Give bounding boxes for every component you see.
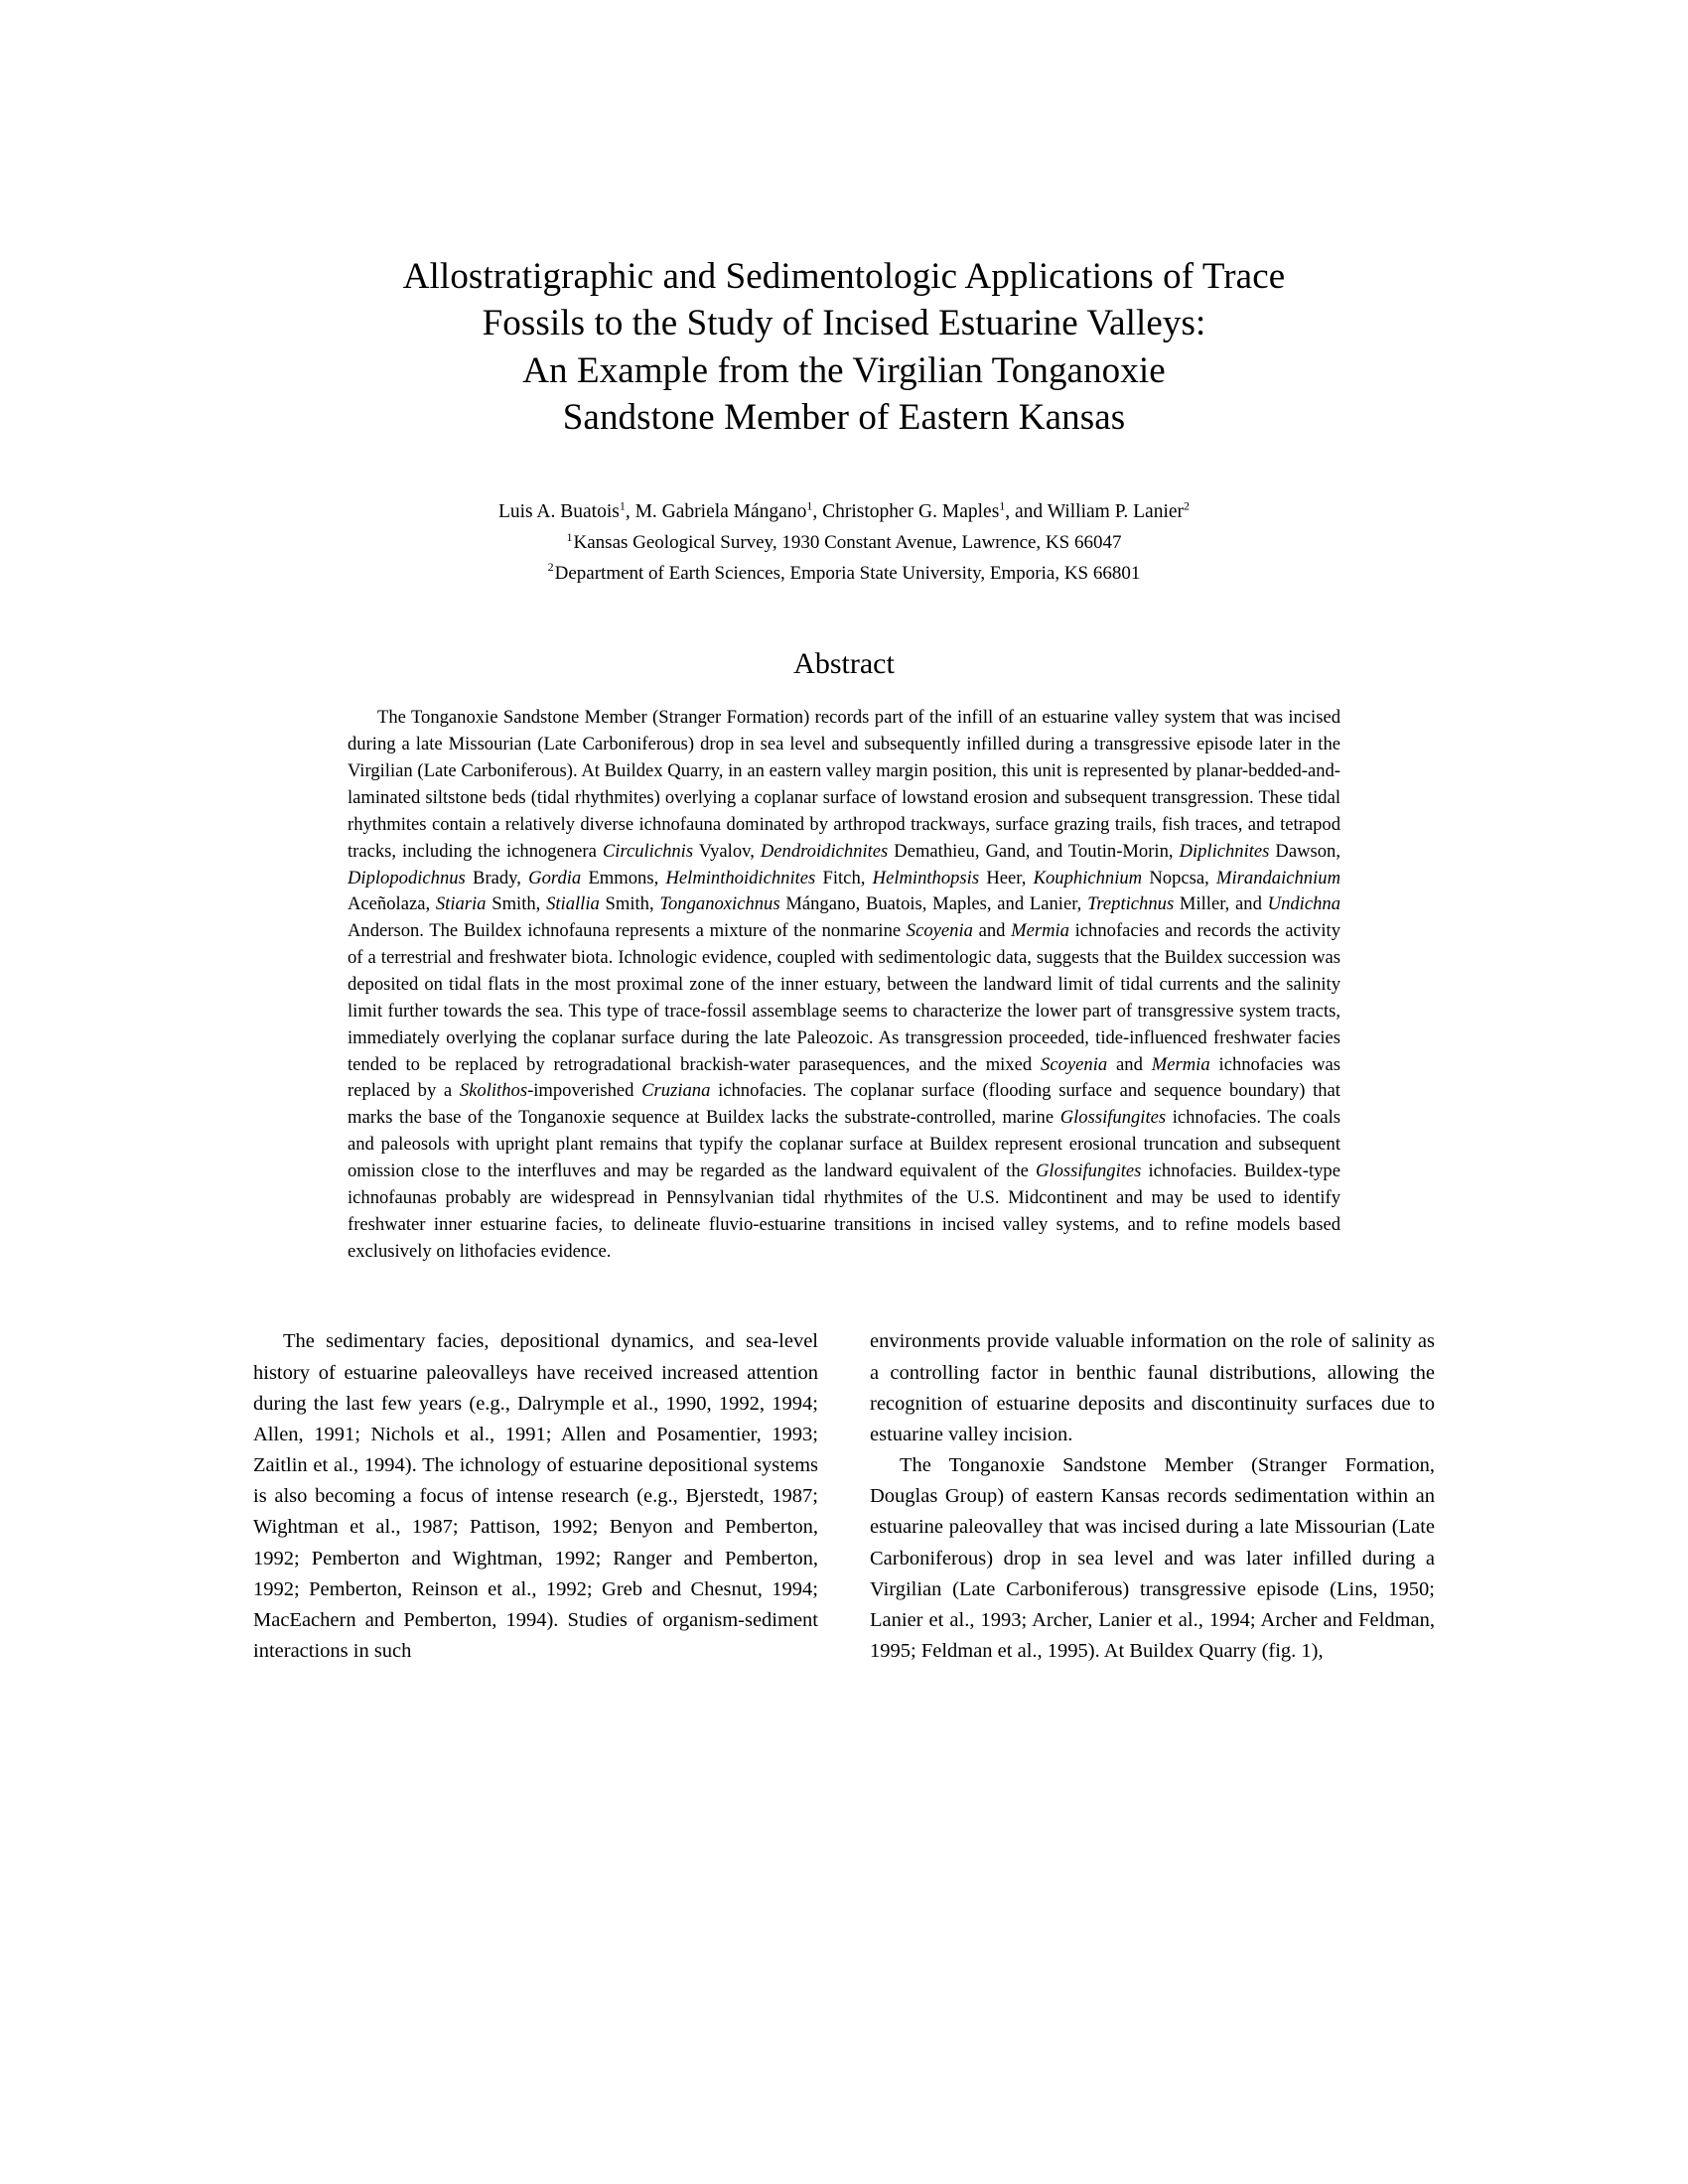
author-1: Luis A. Buatois <box>497 501 620 523</box>
paragraph: environments provide valuable information on the role of salinity as a controlling factor in benthic faunal distributions, allowing the recognition of estuarine deposits and discontinuity surfaces due to estuarine valley incision. <box>870 1330 1435 1445</box>
affiliation-1-marker: 1 <box>566 529 573 544</box>
author-1-affil-marker: 1 <box>619 498 626 513</box>
author-3: , Christopher G. Maples <box>812 501 1000 523</box>
body-column-right <box>870 1326 1435 1667</box>
author-list <box>253 496 1435 528</box>
authors-block <box>253 496 1435 589</box>
title-line-3: An Example from the Virgilian Tonganoxie <box>522 349 1166 391</box>
affiliation-2-text: Department of Earth Sciences, Emporia State University, Emporia, KS 66801 <box>554 562 1141 584</box>
page-title <box>253 253 1435 441</box>
abstract-text: The Tonganoxie Sandstone Member (Stranger Formation) records part of the infill of an estuarine valley system that was incised during a late Missourian (Late Carboniferous) drop in sea level and subsequently infilled during a transgressive episode later in the Virgilian (Late Carboniferous). At Buildex Quarry, in an eastern valley margin position, this unit is represented by planar-bedded-and-laminated siltstone beds (tidal rhythmites) overlying a coplanar surface of lowstand erosion and subsequent transgression. These tidal rhythmites contain a relatively diverse ichnofauna dominated by arthropod trackways, surface grazing trails, fish traces, and tetrapod tracks, including the ichnogenera Circulichnis Vyalov, Dendroidichnites Demathieu, Gand, and Toutin-Morin, Diplichnites Dawson, Diplopodichnus Brady, Gordia Emmons, Helminthoidichnites Fitch, Helminthopsis Heer, Kouphichnium Nopcsa, Mirandaichnium Aceñolaza, Stiaria Smith, Stiallia Smith, Tonganoxichnus Mángano, Buatois, Maples, and Lanier, Treptichnus Miller, and Undichna Anderson. The Buildex ichnofauna represents a mixture of the nonmarine Scoyenia and Mermia ichnofacies and records the activity of a terrestrial and freshwater biota. Ichnologic evidence, coupled with sedimentologic data, suggests that the Buildex succession was deposited on tidal flats in the most proximal zone of the inner estuary, between the landward limit of tidal currents and the salinity limit further towards the sea. This type of trace-fossil assemblage seems to characterize the lower part of transgressive system tracts, immediately overlying the coplanar surface during the late Paleozoic. As transgression proceeded, tide-influenced freshwater facies tended to be replaced by retrogradational brackish-water parasequences, and the mixed Scoyenia and Mermia ichnofacies was replaced by a Skolithos-impoverished Cruziana ichnofacies. The coplanar surface (flooding surface and sequence boundary) that marks the base of the Tonganoxie sequence at Buildex lacks the substrate-controlled, marine Glossifungites ichnofacies. The coals and paleosols with upright plant remains that typify the coplanar surface at Buildex represent erosional truncation and subsequent omission close to the interfluves and may be regarded as the landward equivalent of the Glossifungites ichnofacies. Buildex-type ichnofaunas probably are widespread in Pennsylvanian tidal rhythmites of the U.S. Midcontinent and may be used to identify freshwater inner estuarine facies, to delineate fluvio-estuarine transitions in incised valley systems, and to refine models based exclusively on lithofacies evidence. <box>348 707 1340 1262</box>
author-2: , M. Gabriela Mángano <box>625 501 807 523</box>
title-line-4: Sandstone Member of Eastern Kansas <box>562 397 1126 439</box>
paper-content <box>253 253 1435 1667</box>
affiliation-2 <box>253 559 1435 590</box>
affiliation-2-marker: 2 <box>547 560 554 575</box>
title-line-1: Allostratigraphic and Sedimentologic Applications of Trace <box>402 256 1286 297</box>
paragraph: The Tonganoxie Sandstone Member (Stranger Formation, Douglas Group) of eastern Kansas records sedimentation within an estuarine paleovalley that was incised during a late Missourian (Late Carboniferous) drop in sea level and was later infilled during a Virgilian (Late Carboniferous) transgressive episode (Lins, 1950; Lanier et al., 1993; Archer, Lanier et al., 1994; Archer and Feldman, 1995; Feldman et al., 1995). At Buildex Quarry (fig. 1), <box>870 1454 1435 1663</box>
author-2-affil-marker: 1 <box>806 498 813 513</box>
affiliation-1-text: Kansas Geological Survey, 1930 Constant Avenue, Lawrence, KS 66047 <box>573 532 1122 554</box>
author-4: , and William P. Lanier <box>1005 501 1185 523</box>
paragraph: The sedimentary facies, depositional dynamics, and sea-level history of estuarine paleovalleys have received increased attention during the last few years (e.g., Dalrymple et al., 1990, 1992, 1994; Allen, 1991; Nichols et al., 1991; Allen and Posamentier, 1993; Zaitlin et al., 1994). The ichnology of estuarine depositional systems is also becoming a focus of intense research (e.g., Bjerstedt, 1987; Wightman et al., 1987; Pattison, 1992; Benyon and Pemberton, 1992; Pemberton and Wightman, 1992; Ranger and Pemberton, 1992; Pemberton, Reinson et al., 1992; Greb and Chesnut, 1994; MacEachern and Pemberton, 1994). Studies of organism-sediment interactions in such <box>253 1330 818 1663</box>
author-3-affil-marker: 1 <box>999 498 1006 513</box>
body-columns <box>253 1326 1435 1667</box>
abstract-heading: Abstract <box>793 646 895 680</box>
body-column-left <box>253 1326 818 1667</box>
affiliation-1 <box>253 528 1435 559</box>
author-4-affil-marker: 2 <box>1184 498 1191 513</box>
title-line-2: Fossils to the Study of Incised Estuarine Valleys: <box>482 303 1206 344</box>
